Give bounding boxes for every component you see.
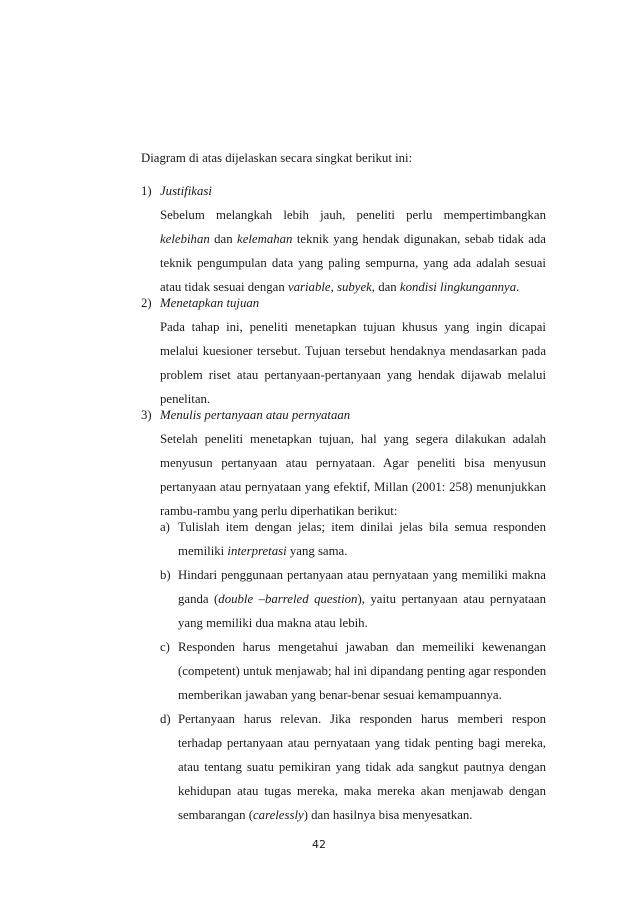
text-line: memiliki interpretasi yang sama. — [178, 544, 348, 558]
text-line: melalui kuesioner tersebut. Tujuan tersebut hendaknya mendasarkan pada — [160, 344, 546, 358]
text-line: yang memiliki dua makna atau lebih. — [178, 616, 368, 630]
item-heading: Menetapkan tujuan — [160, 296, 260, 310]
text-line: atau tentang suatu pemikiran yang tidak ada sangkut pautnya dengan — [178, 760, 546, 774]
text-line: terhadap pertanyaan atau pernyataan yang tidak penting bagi mereka, — [178, 736, 546, 750]
text-line: memberikan jawaban yang benar-benar sesuai kemampuannya. — [178, 688, 502, 702]
item-number: 1) — [141, 184, 152, 198]
text-line: penelitan. — [160, 392, 211, 406]
text-line: Responden harus mengetahui jawaban dan memeiliki kewenangan — [178, 640, 546, 654]
subitem-letter: b) — [160, 568, 171, 582]
subitem-letter: a) — [160, 520, 170, 534]
text-line: Sebelum melangkah lebih jauh, peneliti perlu mempertimbangkan — [160, 208, 546, 222]
text-line: Pertanyaan harus relevan. Jika responden harus memberi respon — [178, 712, 546, 726]
item-heading: Justifikasi — [160, 184, 212, 198]
intro-paragraph: Diagram di atas dijelaskan secara singkat berikut ini: — [141, 151, 413, 165]
text-line: Tulislah item dengan jelas; item dinilai jelas bila semua responden — [178, 520, 546, 534]
subitem-letter: d) — [160, 712, 171, 726]
text-line: teknik pengumpulan data yang paling sempurna, yang ada adalah sesuai — [160, 256, 546, 270]
text-line: ganda (double –barreled question), yaitu pertanyaan atau pernyataan — [178, 592, 546, 606]
text-line: atau tidak sesuai dengan variable, subyek, dan kondisi lingkungannya. — [160, 280, 520, 294]
text-line: Setelah peneliti menetapkan tujuan, hal yang segera dilakukan adalah — [160, 432, 546, 446]
item-number: 3) — [141, 408, 152, 422]
text-line: sembarangan (carelessly) dan hasilnya bisa menyesatkan. — [178, 808, 473, 822]
text-line: pertanyaan atau pernyataan yang efektif, Millan (2001: 258) menunjukkan — [160, 480, 546, 494]
page-number: 42 — [312, 838, 326, 851]
text-line: Hindari penggunaan pertanyaan atau pernyataan yang memiliki makna — [178, 568, 546, 582]
text-line: problem riset atau pertanyaan-pertanyaan yang hendak dijawab melalui — [160, 368, 546, 382]
text-line: rambu-rambu yang perlu diperhatikan berikut: — [160, 504, 398, 518]
text-line: Pada tahap ini, peneliti menetapkan tujuan khusus yang ingin dicapai — [160, 320, 546, 334]
text-line: (competent) untuk menjawab; hal ini dipandang penting agar responden — [178, 664, 547, 678]
subitem-letter: c) — [160, 640, 170, 654]
text-line: kehidupan atau tugas mereka, maka mereka akan menjawab dengan — [178, 784, 546, 798]
text-line: kelebihan dan kelemahan teknik yang hendak digunakan, sebab tidak ada — [160, 232, 546, 246]
item-heading: Menulis pertanyaan atau pernyataan — [160, 408, 351, 422]
item-number: 2) — [141, 296, 152, 310]
text-line: menyusun pertanyaan atau pernyataan. Agar peneliti bisa menyusun — [160, 456, 546, 470]
